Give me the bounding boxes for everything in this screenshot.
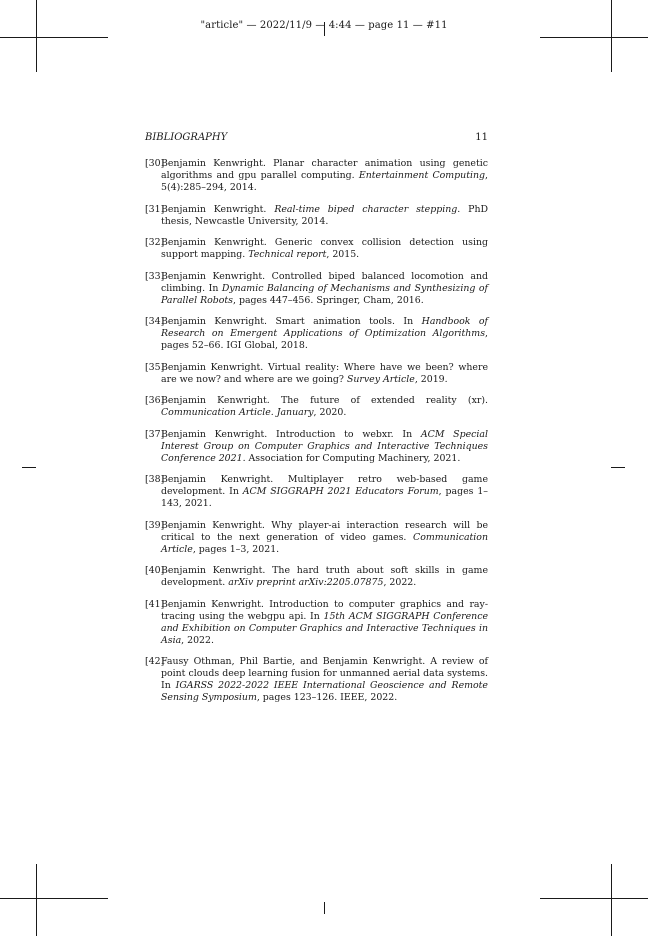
bib-number: [35] — [145, 361, 165, 373]
bib-entry — [145, 429, 488, 465]
bib-text: , 2022. — [181, 634, 214, 646]
bib-text: Benjamin Kenwright. Introduction to computer graphics and ray-tracing using the webgpu api. In — [161, 598, 488, 622]
crop-mark — [324, 902, 325, 914]
bib-number: [32] — [145, 237, 165, 248]
bib-number: [34] — [145, 316, 165, 327]
bib-number: [38] — [145, 474, 165, 485]
bib-text: , 2019. — [414, 373, 448, 385]
bib-venue: Survey Article — [346, 373, 415, 385]
crop-mark — [611, 0, 612, 72]
bib-text: , pages 1–143, 2021. — [161, 486, 488, 509]
bib-number: [41] — [145, 598, 165, 610]
bib-entry — [145, 362, 488, 386]
bib-entry — [145, 237, 488, 261]
bibliography-list — [145, 158, 488, 714]
bib-number: [30] — [145, 158, 165, 169]
bib-number: [37] — [145, 428, 165, 440]
bib-text: Benjamin Kenwright. Smart animation tools. In — [161, 316, 422, 327]
crop-mark — [36, 0, 37, 72]
bib-text: , 2015. — [326, 249, 360, 260]
bib-text: Benjamin Kenwright. The hard truth about soft skills in game development. — [161, 565, 488, 588]
crop-mark — [36, 864, 37, 936]
bib-text: Fausy Othman, Phil Bartie, and Benjamin Kenwright. A review of point clouds deep learning fusion for unmanned aerial data systems. In — [161, 656, 488, 691]
bib-entry — [145, 158, 488, 194]
bib-text: Benjamin Kenwright. Controlled biped balanced locomotion and climbing. In — [161, 270, 488, 294]
bib-text: Benjamin Kenwright. Introduction to webxr. In — [161, 428, 421, 440]
bib-entry — [145, 599, 488, 647]
running-head — [145, 132, 488, 143]
bib-number: [42] — [145, 656, 165, 667]
bib-venue: Entertainment Computing — [358, 170, 485, 181]
bib-venue: IGARSS 2022-2022 IEEE International Geoscience and Remote Sensing Symposium — [161, 680, 488, 703]
crop-mark — [540, 898, 648, 899]
bib-venue: arXiv preprint arXiv:2205.07875 — [228, 577, 384, 588]
bib-text: , pages 52–66. IGI Global, 2018. — [161, 328, 488, 351]
bib-entry — [145, 204, 488, 228]
bib-entry — [145, 520, 488, 556]
bib-entry — [145, 656, 488, 704]
crop-mark — [540, 37, 648, 38]
bib-entry — [145, 271, 488, 307]
crop-mark — [22, 467, 36, 468]
crop-mark — [0, 37, 108, 38]
bib-text: , 2020. — [313, 407, 347, 418]
print-slug: "article" — 2022/11/9 — 4:44 — page 11 — #11 — [200, 20, 448, 31]
crop-mark — [611, 467, 625, 468]
bib-text: , pages 447–456. Springer, Cham, 2016. — [233, 294, 424, 306]
bib-text: , 2022. — [383, 577, 417, 588]
bib-number: [36] — [145, 395, 165, 406]
crop-mark — [611, 864, 612, 936]
bib-text: Benjamin Kenwright. Multiplayer retro web-based game development. In — [161, 474, 488, 497]
bib-venue: Communication Article. January — [161, 407, 314, 418]
bib-venue: Real-time biped character stepping — [274, 203, 458, 215]
running-head-title: BIBLIOGRAPHY — [145, 132, 228, 143]
bib-text: Benjamin Kenwright. Why player-ai interaction research will be critical to the next generation of video games. — [161, 519, 488, 543]
bib-entry — [145, 474, 488, 510]
bib-number: [40] — [145, 565, 165, 576]
bib-venue: ACM SIGGRAPH 2021 Educators Forum — [242, 486, 439, 497]
bib-text: , pages 1–3, 2021. — [192, 543, 280, 555]
bib-entry — [145, 316, 488, 352]
bib-venue: Communication Article — [161, 531, 488, 555]
bib-venue: ACM Special Interest Group on Computer Graphics and Interactive Techniques Conference 2021 — [161, 428, 488, 464]
bib-text: Benjamin Kenwright. Generic convex collision detection using support mapping. — [161, 237, 488, 260]
bib-text: , 5(4):285–294, 2014. — [161, 170, 488, 193]
bib-text: Benjamin Kenwright. — [161, 203, 275, 215]
bib-entry — [145, 565, 488, 589]
bib-entry — [145, 395, 488, 419]
bib-text: . PhD thesis, Newcastle University, 2014. — [161, 203, 488, 227]
bib-number: [39] — [145, 519, 165, 531]
bib-venue: Dynamic Balancing of Mechanisms and Synthesizing of Parallel Robots — [161, 282, 489, 306]
bib-text: Benjamin Kenwright. Virtual reality: Where have we been? where are we now? and where are we going? — [161, 361, 488, 385]
bib-text: Benjamin Kenwright. The future of extended reality (xr). — [161, 395, 488, 406]
bib-venue: Handbook of Research on Emergent Applications of Optimization Algorithms — [161, 316, 488, 339]
bib-text: . Association for Computing Machinery, 2021. — [242, 452, 461, 464]
crop-mark — [0, 898, 108, 899]
bib-number: [31] — [145, 203, 165, 215]
bib-text: , pages 123–126. IEEE, 2022. — [256, 692, 398, 703]
page-number: 11 — [475, 132, 488, 143]
bib-text: Benjamin Kenwright. Planar character animation using genetic algorithms and gpu parallel computing. — [161, 158, 488, 181]
bib-venue: Technical report — [248, 249, 327, 260]
bib-number: [33] — [145, 270, 165, 282]
bib-venue: 15th ACM SIGGRAPH Conference and Exhibition on Computer Graphics and Interactive Techniques in Asia — [161, 610, 489, 646]
